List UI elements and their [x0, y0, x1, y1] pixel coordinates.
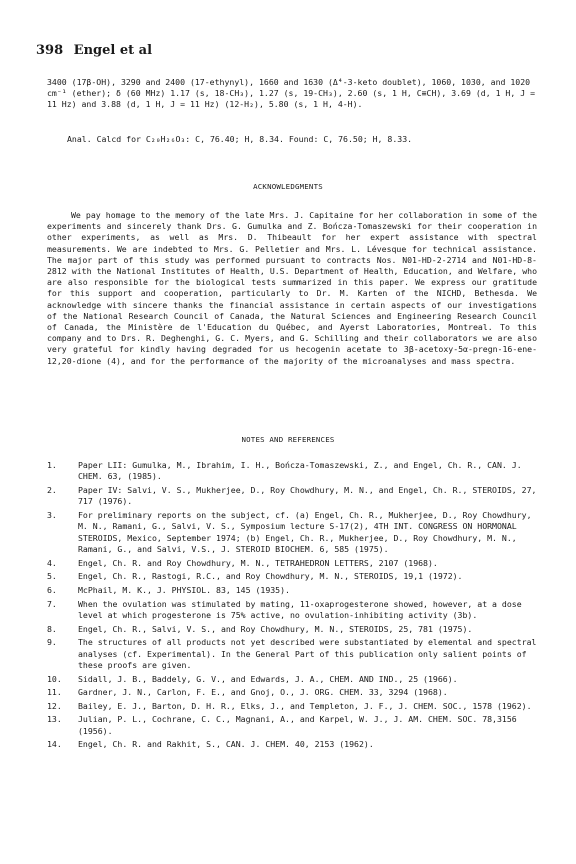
reference-text: Paper LII: Gumulka, M., Ibrahim, I. H., Bończа-Tomaszewski, Z., and Engel, Ch. R., CAN. J. CHEM. 63, (1985). [78, 460, 522, 482]
reference-item [47, 460, 537, 483]
reference-number: 6. [47, 585, 57, 595]
reference-item [47, 571, 537, 582]
references-list [47, 460, 537, 753]
reference-number: 4. [47, 557, 57, 568]
reference-number: 2. [47, 485, 57, 495]
acknowledgments-paragraph: We pay homage to the memory of the late Mrs. J. Capitaine for her collaboration in some of the experiments and sincerely thank Drs. G. Gumulka and Z. Bończа-Tomaszewski for their cooperation in other experiments, as well as Mrs. D. Thibeault for her expert assistance with spectral measurements. We are indebted to Mrs. G. Pelletier and Mrs. L. Lévesque for technical assistance. The major part of this study was performed pursuant to contracts Nos. N01-HD-2-2714 and N01-HD-8-2812 with the National Institutes of Health, U.S. Department of Health, Education, and Welfare, who are also responsible for the biological tests summarized in this paper. We express our gratitude for this support and cooperation, particularly to Dr. M. Karten of the NICHD, Bethesda. We acknowledge with sincere thanks the financial assistance in certain aspects of our investigations of the National Research Council of Canada, the Natural Sciences and Engineering Research Council of Canada, the Ministère de l'Education du Québec, and Ayerst Laboratories, Montreal. To this company and to Drs. R. Deghenghi, G. C. Myers, and G. Schilling and their collaborators we are also very grateful for kindly having degraded for us hecogenin acetate to 3β-acetoxy-5α-pregn-16-ene-12,20-dione (4), and for the performance of the majority of the microanalyses and mass spectra. [47, 210, 537, 366]
reference-item [47, 624, 537, 635]
reference-number: 10. [47, 673, 62, 684]
reference-number: 11. [47, 687, 62, 698]
reference-number: 5. [47, 571, 57, 582]
page-header [36, 43, 152, 58]
reference-text: Gardner, J. N., Carlon, F. E., and Gnoj, O., J. ORG. CHEM. 33, 3294 (1968). [78, 687, 448, 698]
reference-text: For preliminary reports on the subject, cf. (a) Engel, Ch. R., Mukherjee, D., Roy Chowdhury, M. N., Ramani, G., Salvi, V. S., Symposium lecture S-17(2), 4TH INT. CONGRESS ON HORMONAL STEROIDS, Mexico, September 1974; (b) Engel, Ch. R., Mukherjee, D., Roy Chowdhury, M. N., Ramani, G., and Salvi, V.S., J. STEROID BIOCHEM. 6, 585 (1975). [78, 510, 532, 555]
elemental-analysis-line: Anal. Calcd for C₂₀H₂₆O₃: C, 76.40; H, 8.34. Found: C, 76.50; H, 8.33. [67, 134, 413, 144]
reference-item [47, 485, 537, 508]
reference-text: Engel, Ch. R. and Roy Chowdhury, M. N., TETRAHEDRON LETTERS, 2107 (1968). [78, 557, 438, 568]
spectral-data-paragraph: 3400 (17β-OH), 3290 and 2400 (17-ethynyl), 1660 and 1630 (Δ⁴-3-keto doublet), 1060, 1030, and 1020 cm⁻¹ (ether); δ (60 MHz) 1.17 (s, 18-CH₃), 1.27 (s, 19-CH₃), 2.60 (s, 1 H, C≡CH), 3.69 (d, 1 H, J = 11 Hz) and 3.88 (d, 1 H, J = 11 Hz) (12-H₂), 5.80 (s, 1 H, 4-H). [47, 77, 535, 110]
reference-item [47, 701, 537, 712]
reference-item [47, 714, 537, 737]
reference-text: The structures of all products not yet described were substantiated by elemental and spectral analyses (cf. Experimental). In the General Part of this publication only salient points of these proofs are given. [78, 637, 537, 670]
reference-number: 7. [47, 598, 57, 609]
page-number: 398 [36, 43, 64, 58]
reference-item [47, 674, 537, 685]
reference-number: 12. [47, 700, 62, 711]
reference-number: 3. [47, 510, 57, 520]
reference-text: Engel, Ch. R. and Rakhit, S., CAN. J. CHEM. 40, 2153 (1962). [78, 739, 374, 750]
reference-number: 9. [47, 637, 57, 648]
reference-text: McPhail, M. K., J. PHYSIOL. 83, 145 (1935). [78, 585, 290, 595]
acknowledgments-heading: ACKNOWLEDGMENTS [253, 182, 323, 191]
reference-item [47, 558, 537, 569]
reference-item [47, 585, 537, 596]
reference-number: 1. [47, 460, 57, 470]
reference-number: 13. [47, 714, 62, 725]
reference-text: Paper IV: Salvi, V. S., Mukherjee, D., Roy Chowdhury, M. N., and Engel, Ch. R., STEROIDS, 27, 717 (1976). [78, 485, 537, 507]
running-authors: Engel et al [73, 43, 153, 58]
reference-text: Julian, P. L., Cochrane, C. C., Magnani, A., and Karpel, W. J., J. AM. CHEM. SOC. 78,3156 (1956). [78, 714, 517, 736]
reference-item [47, 599, 537, 622]
reference-number: 14. [47, 739, 62, 750]
reference-item [47, 739, 537, 750]
reference-text: Bailey, E. J., Barton, D. H. R., Elks, J., and Templeton, J. F., J. CHEM. SOC., 1578 (1962). [78, 700, 532, 711]
notes-heading: NOTES AND REFERENCES [241, 435, 335, 444]
reference-number: 8. [47, 623, 57, 634]
reference-text: Sidall, J. B., Baddely, G. V., and Edwards, J. A., CHEM. AND IND., 25 (1966). [78, 673, 458, 684]
reference-item [47, 687, 537, 698]
reference-item [47, 637, 537, 671]
reference-text: When the ovulation was stimulated by mating, 11-oxaprogesterone showed, however, at a dose level at which progesterone is 75% active, no ovulation-inhibiting activity (3b). [78, 598, 522, 620]
reference-text: Engel, Ch. R., Rastogi, R.C., and Roy Chowdhury, M. N., STEROIDS, 19,1 (1972). [78, 571, 463, 582]
reference-text: Engel, Ch. R., Salvi, V. S., and Roy Chowdhury, M. N., STEROIDS, 25, 781 (1975). [78, 623, 473, 634]
reference-item [47, 510, 537, 556]
